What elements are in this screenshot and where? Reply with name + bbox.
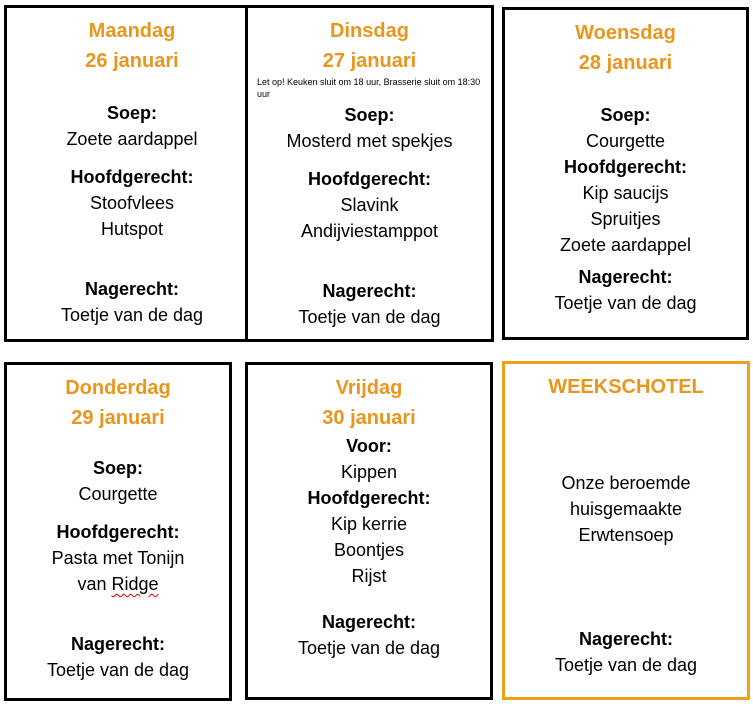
soup-value: Courgette xyxy=(78,484,158,504)
card-weekschotel xyxy=(502,361,750,700)
soup-value: Zoete aardappel xyxy=(66,129,198,149)
main-label: Hoofdgerecht: xyxy=(70,167,194,187)
soup-value: Kippen xyxy=(340,462,398,482)
weekschotel-line: huisgemaakte xyxy=(569,499,683,519)
main-item: Slavink xyxy=(340,195,399,215)
main-item: Kip saucijs xyxy=(582,183,669,203)
main-item: Rijst xyxy=(351,566,387,586)
soup-label: Soep: xyxy=(92,458,143,478)
soup-value: Courgette xyxy=(585,131,666,151)
main-label: Hoofdgerecht: xyxy=(308,169,431,189)
main-item: Zoete aardappel xyxy=(559,235,692,255)
dessert-label: Nagerecht: xyxy=(84,279,180,299)
day-date: 30 januari xyxy=(322,407,416,429)
soup-label: Soep: xyxy=(600,105,651,125)
main-item: Spruitjes xyxy=(590,209,661,229)
dessert-label: Nagerecht: xyxy=(578,267,673,287)
main-item-part: van xyxy=(77,574,112,594)
main-label: Hoofdgerecht: xyxy=(307,488,431,508)
day-date: 28 januari xyxy=(578,52,673,74)
main-item: Pasta met Tonijn xyxy=(51,548,185,568)
dessert-value: Toetje van de dag xyxy=(298,307,441,327)
dessert-label: Nagerecht: xyxy=(578,629,674,649)
day-date: 29 januari xyxy=(71,407,165,429)
main-item: Stoofvlees xyxy=(89,193,175,213)
dessert-label: Nagerecht: xyxy=(321,612,417,632)
day-title: Woensdag xyxy=(575,22,676,44)
card-donderdag xyxy=(4,362,232,701)
soup-value: Mosterd met spekjes xyxy=(286,131,453,151)
weekschotel-line: Onze beroemde xyxy=(561,473,691,493)
day-date: 27 januari xyxy=(322,50,417,72)
dessert-value: Toetje van de dag xyxy=(554,655,698,675)
card-woensdag xyxy=(502,7,749,340)
soup-label: Voor: xyxy=(346,436,392,456)
dessert-label: Nagerecht: xyxy=(70,634,166,654)
main-item: Boontjes xyxy=(333,540,405,560)
spellcheck-word: Ridge xyxy=(111,574,159,594)
day-title: Vrijdag xyxy=(335,377,403,399)
day-date: 26 januari xyxy=(85,50,179,72)
weekschotel-title: WEEKSCHOTEL xyxy=(548,376,704,398)
main-item xyxy=(7,571,229,597)
main-item: Hutspot xyxy=(100,219,164,239)
main-item: Kip kerrie xyxy=(330,514,408,534)
weekschotel-line: Erwtensoep xyxy=(578,525,674,545)
soup-label: Soep: xyxy=(106,103,157,123)
main-item: Andijviestamppot xyxy=(300,221,439,241)
card-vrijdag xyxy=(245,362,493,700)
day-title: Dinsdag xyxy=(330,20,409,42)
day-title: Maandag xyxy=(88,20,176,42)
dessert-value: Toetje van de dag xyxy=(46,660,190,680)
main-label: Hoofdgerecht: xyxy=(564,157,687,177)
dessert-value: Toetje van de dag xyxy=(60,305,204,325)
card-dinsdag xyxy=(245,5,494,342)
dessert-value: Toetje van de dag xyxy=(554,293,697,313)
main-label: Hoofdgerecht: xyxy=(56,522,180,542)
dessert-label: Nagerecht: xyxy=(322,281,417,301)
dessert-value: Toetje van de dag xyxy=(297,638,441,658)
soup-label: Soep: xyxy=(344,105,395,125)
day-title: Donderdag xyxy=(65,377,171,399)
kitchen-note: Let op! Keuken sluit om 18 uur, Brasserie sluit om 18:30 uur xyxy=(257,77,481,99)
card-maandag xyxy=(4,5,260,342)
